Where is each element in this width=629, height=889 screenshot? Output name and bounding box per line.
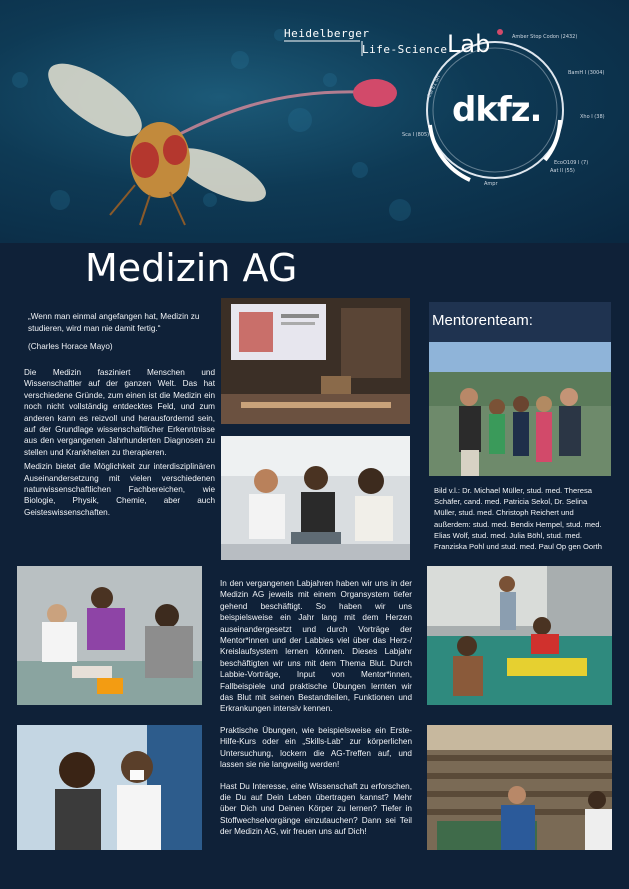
lab-logo-line2: Life-Science xyxy=(362,43,448,56)
intro-paragraph: Die Medizin fasziniert Menschen und Wissenschaftler auf der ganzen Welt. Das hat verschiedene Gründe, zum einen ist die Medizin ein noch nicht vollständig entdecktes Feld, und zum anderen kann es reizvoll und herausfordernd sein, auf der Grundlage wissenschaftlicher Erkenntnisse aus den vergangenen Jahrhunderten Diagnosen zu stellen und Krankheiten zu therapieren. xyxy=(24,368,215,457)
lab-logo-word: Lab xyxy=(447,30,491,58)
intro-paragraph: Medizin bietet die Möglichkeit zur interdisziplinären Auseinandersetzung mit vielen verschiedenen naturwissenschaftlichen Fachbereichen, wie Biologie, Physik, Chemie, aber auch Geisteswissenschaften. xyxy=(24,462,215,517)
auditorium-photo xyxy=(427,725,612,850)
intro-text xyxy=(24,367,215,521)
dkfz-logo: dkfz. xyxy=(452,90,542,130)
students-laptops-photo xyxy=(221,436,410,560)
plasmid-label: BamH I (3004) xyxy=(568,70,605,76)
quote-author: (Charles Horace Mayo) xyxy=(28,342,113,351)
cpr-practice-photo xyxy=(427,566,612,705)
lab-logo-line1: Heidelberger xyxy=(284,27,370,40)
plasmid-label: Col E1 ori xyxy=(426,74,442,99)
mentor-team-heading: Mentorenteam: xyxy=(432,312,533,329)
quote-block xyxy=(28,311,216,353)
header-banner xyxy=(0,0,629,243)
mentor-team-caption: Bild v.l.: Dr. Michael Müller, stud. med. Theresa Schäfer, cand. med. Patricia Sekol, Dr. Selina Müller, stud. med. Christoph Reichert und außerdem: stud. med. Bendix Hempel, stud. med. Elias Wolf, stud. med. Julia Böhl, stud. med. Franziska Pohl und stud. med. Paul Op gen Oorth xyxy=(429,485,611,557)
stethoscope-exam-photo xyxy=(17,725,202,850)
quote-text: „Wenn man einmal angefangen hat, Medizin zu studieren, wird man nie damit fertig.“ xyxy=(28,312,200,333)
main-paragraph: Hast Du Interesse, eine Wissenschaft zu erforschen, die Du auf Dein Leben übertragen kannst? Mehr über Dich und Deinen Körper zu lernen? Tiefer in Stoffwechselvorgänge einzutauchen? Dann sei Teil der Medizin AG, wir freuen uns auf Dich! xyxy=(220,781,412,837)
main-paragraph: Praktische Übungen, wie beispielsweise ein Erste-Hilfe-Kurs oder ein „Skills-Lab“ zur körperlichen Untersuchung, lockern die AG-Treffen auf, und lassen sie nie langweilig werden! xyxy=(220,725,412,770)
mentor-team-photo xyxy=(429,342,611,476)
page-title: Medizin AG xyxy=(85,246,298,290)
plasmid-label: EcoO109 I (7) xyxy=(554,160,589,166)
lecture-hall-photo xyxy=(221,298,410,424)
main-paragraph: In den vergangenen Labjahren haben wir uns in der Medizin AG jeweils mit einem Organsystem tiefer gehend beschäftigt. So haben wir uns beispielsweise ein Jahr lang mit dem Herzen auseinandergesetzt und durch Vorträge der Mentor*innen und der Labbies viel über das Herz-/ Kreislaufsystem lernen können. Dieses Labjahr beschäftigten wir uns mit dem Thema Blut. Durch Labbie-Vorträge, Input von Mentor*innen, Fallbeispiele und praktische Übungen lernten wir das Blut mit seinen Bestandteilen, Funktionen und Erkrankungen intensiv kennen. xyxy=(220,579,412,714)
plasmid-label: Sca I (805) xyxy=(402,132,430,138)
mentor-team-heading-box xyxy=(429,302,611,342)
plasmid-label: Ampr xyxy=(484,181,498,187)
plasmid-label: Aat II (55) xyxy=(550,168,575,174)
plasmid-label: Amber Stop Codon (2432) xyxy=(512,34,578,40)
main-text xyxy=(220,578,412,848)
plasmid-label: Xho I (38) xyxy=(580,114,605,120)
first-aid-training-photo xyxy=(17,566,202,705)
